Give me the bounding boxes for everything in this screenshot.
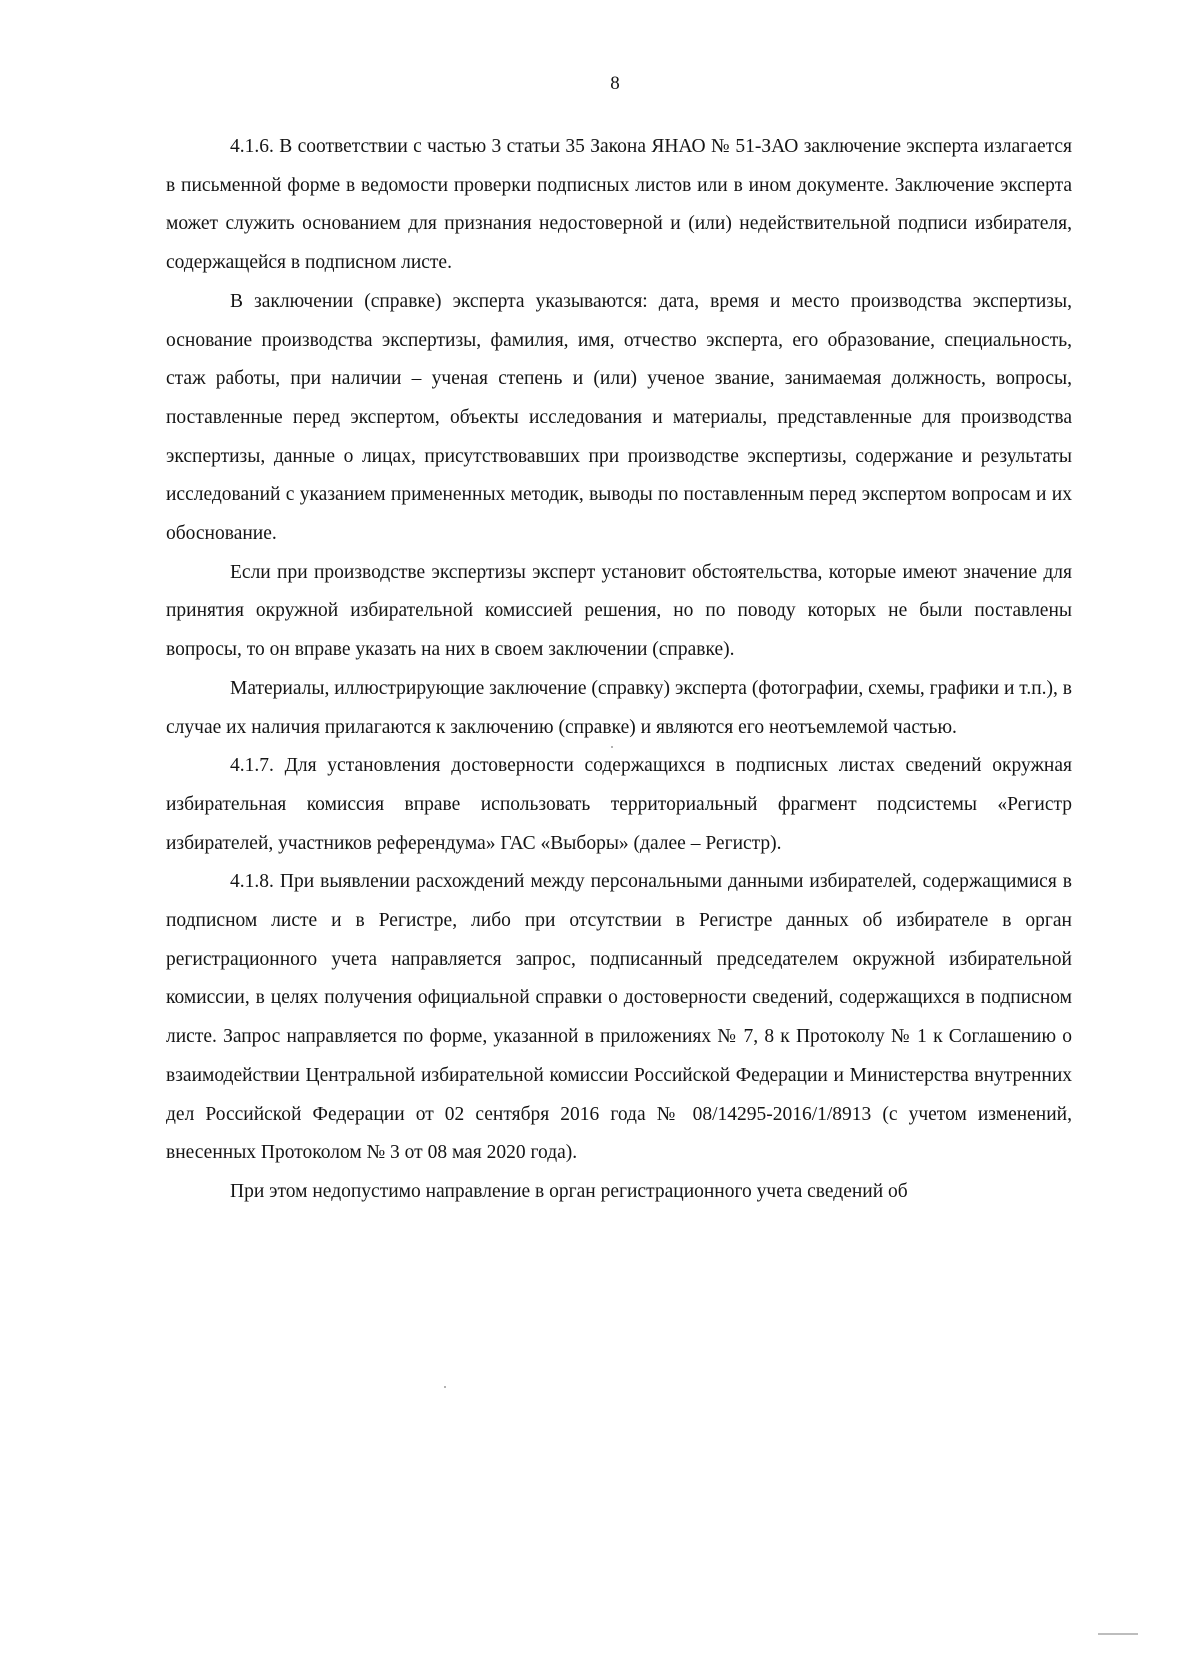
page-number: 8 bbox=[610, 73, 620, 94]
paragraph-4-1-8: 4.1.8. При выявлении расхождений между персональными данными избирателей, содержащимися в подписном листе и в Регистре, либо при отсутствии в Регистре данных об избирателе в орган регистрационного учета направляется запрос, подписанный председателем окружной избирательной комиссии, в целях получения официальной справки о достоверности сведений, содержащихся в подписном листе. Запрос направляется по форме, указанной в приложениях № 7, 8 к Протоколу № 1 к Соглашению о взаимодействии Центральной избирательной комиссии Российской Федерации и Министерства внутренних дел Российской Федерации от 02 сентября 2016 года № 08/14295-2016/1/8913 (с учетом изменений, внесенных Протоколом № 3 от 08 мая 2020 года). bbox=[166, 871, 1072, 1164]
paragraph-4-1-6: 4.1.6. В соответствии с частью 3 статьи 35 Закона ЯНАО № 51-ЗАО заключение эксперта излагается в письменной форме в ведомости проверки подписных листов или в ином документе. Заключение эксперта может служить основанием для признания недостоверной и (или) недействительной подписи избирателя, содержащейся в подписном листе. bbox=[166, 136, 1072, 274]
scan-speck bbox=[444, 1386, 446, 1388]
document-body bbox=[166, 128, 1072, 1212]
paragraph-continuation: При этом недопустимо направление в орган регистрационного учета сведений об bbox=[230, 1180, 908, 1202]
paragraph-4-1-7: 4.1.7. Для установления достоверности содержащихся в подписных листах сведений окружная избирательная комиссия вправе использовать территориальный фрагмент подсистемы «Регистр избирателей, участников референдума» ГАС «Выборы» (далее – Регистр). bbox=[166, 755, 1072, 854]
paragraph-additional-circumstances: Если при производстве экспертизы эксперт установит обстоятельства, которые имеют значение для принятия окружной избирательной комиссией решения, но по поводу которых не были поставлены вопросы, то он вправе указать на них в своем заключении (справке). bbox=[166, 561, 1072, 661]
scan-artifact-line bbox=[1098, 1633, 1138, 1635]
paragraph-expert-conclusion-contents: В заключении (справке) эксперта указываются: дата, время и место производства экспертизы, основание производства экспертизы, фамилия, имя, отчество эксперта, его образование, специальность, стаж работы, при наличии – ученая степень и (или) ученое звание, занимаемая должность, вопросы, поставленные перед экспертом, объекты исследования и материалы, представленные для производства экспертизы, данные о лицах, присутствовавших при производстве экспертизы, содержание и результаты исследований с указанием примененных методик, выводы по поставленным перед экспертом вопросам и их обоснование. bbox=[166, 290, 1072, 545]
paragraph-illustrative-materials: Материалы, иллюстрирующие заключение (справку) эксперта (фотографии, схемы, графики и т.п.), в случае их наличия прилагаются к заключению (справке) и являются его неотъемлемой частью. bbox=[166, 677, 1072, 738]
scan-speck bbox=[611, 746, 613, 748]
